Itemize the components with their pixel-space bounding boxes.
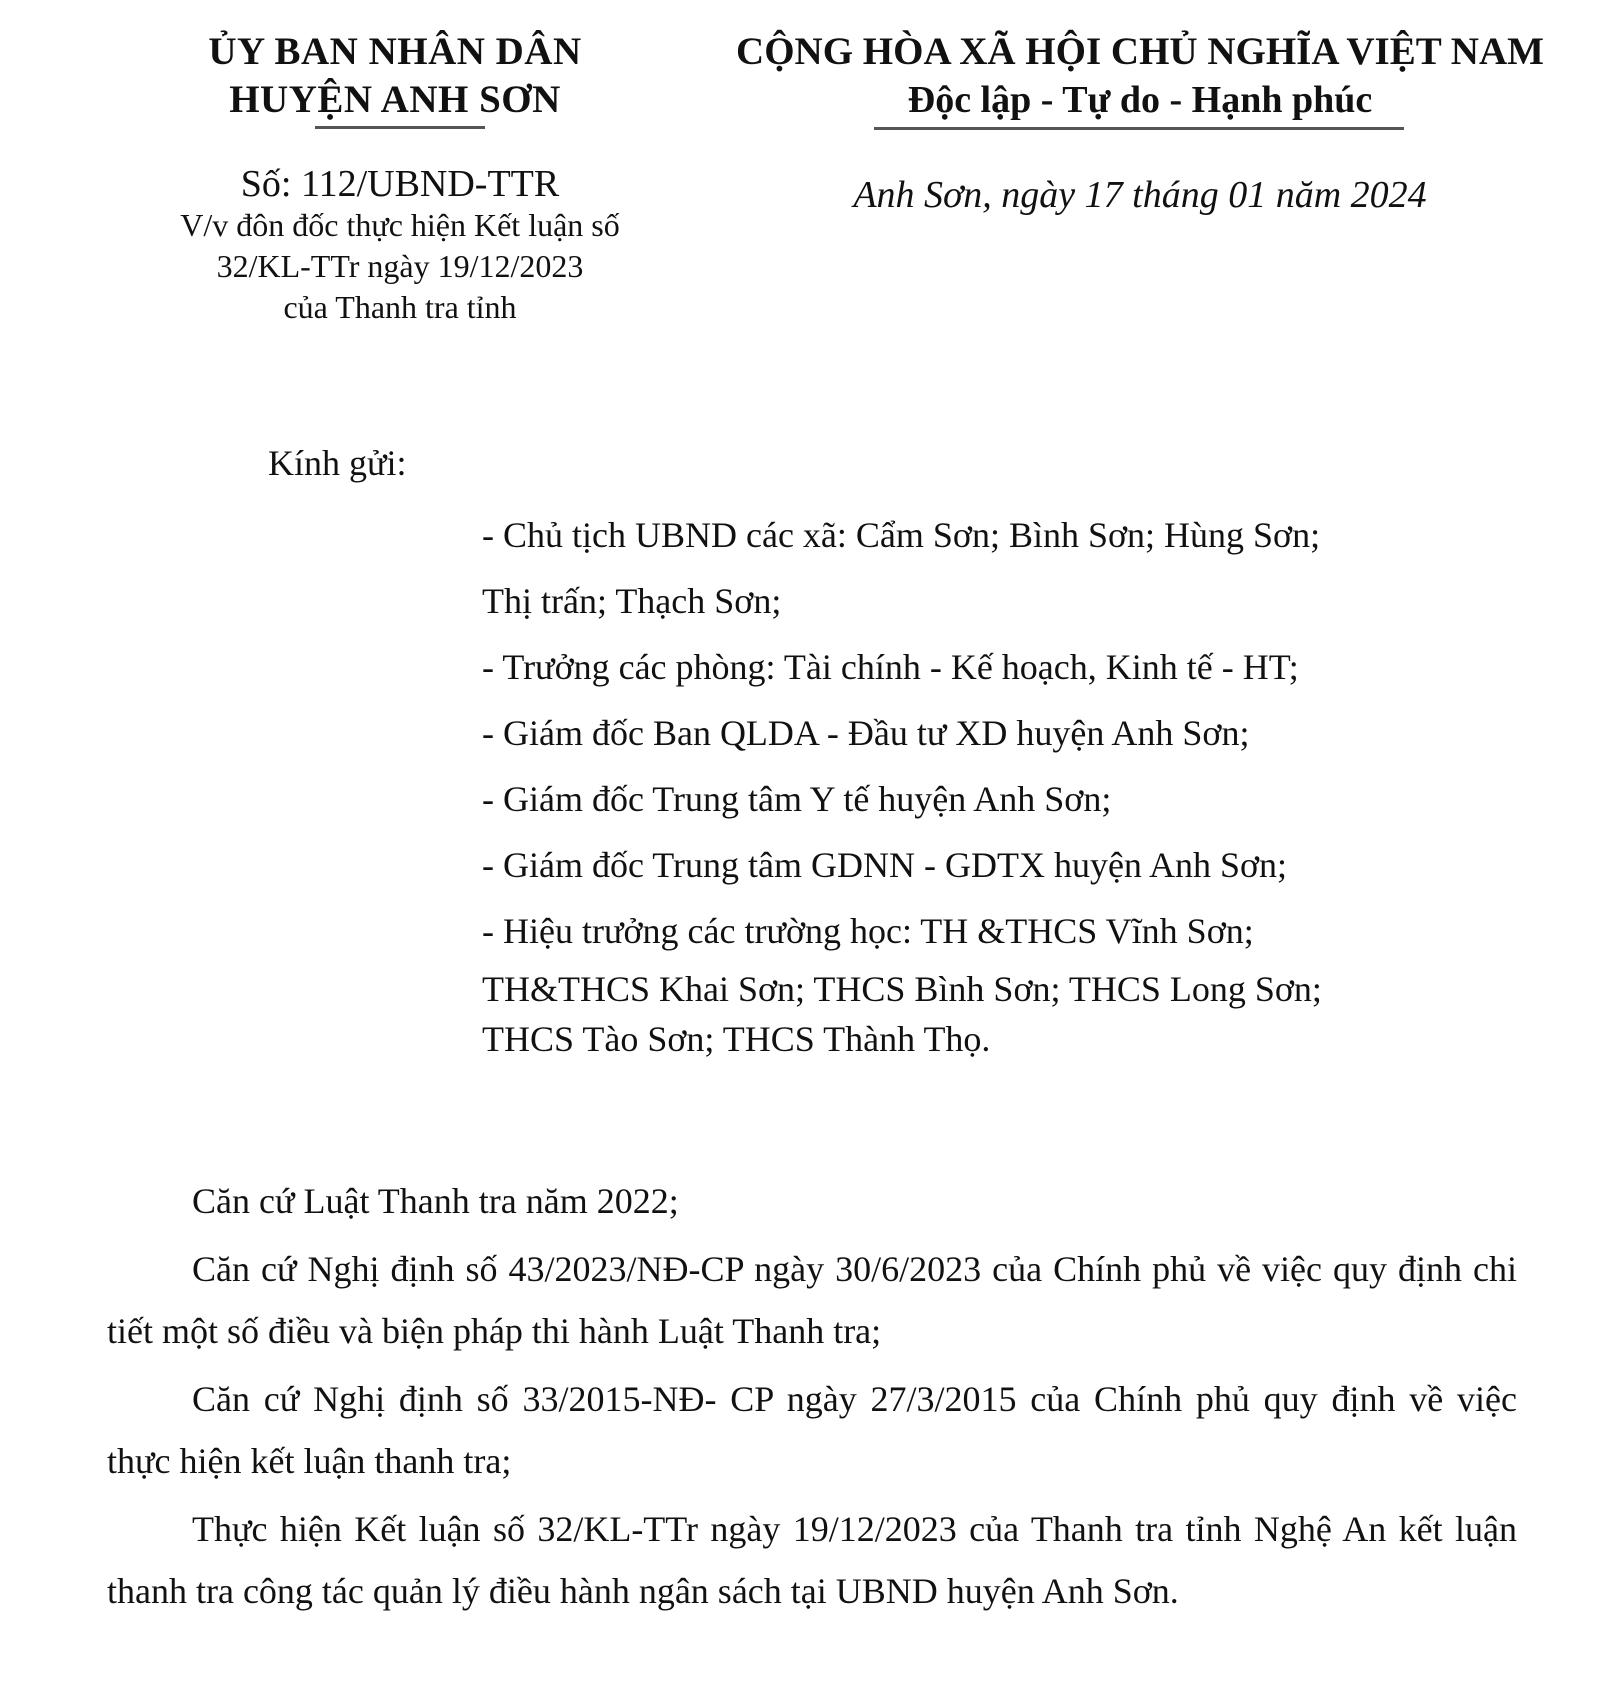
- legal-basis-paragraph: [107, 1368, 1517, 1492]
- recipient-item: - Giám đốc Trung tâm GDNN - GDTX huyện Anh Sơn;: [482, 845, 1288, 885]
- paragraph-text: Căn cứ Luật Thanh tra năm 2022;: [192, 1181, 679, 1221]
- document-number: Số: 112/UBND-TTR: [240, 163, 560, 205]
- recipient-item: - Giám đốc Trung tâm Y tế huyện Anh Sơn;: [482, 779, 1112, 819]
- document-body: [107, 1170, 1517, 1622]
- national-motto: Độc lập - Tự do - Hạnh phúc: [907, 79, 1373, 121]
- country-name: CỘNG HÒA XÃ HỘI CHỦ NGHĨA VIỆT NAM: [736, 30, 1544, 73]
- recipient-item: TH&THCS Khai Sơn; THCS Bình Sơn; THCS Long Sơn;: [482, 969, 1322, 1009]
- paragraph-text: Căn cứ Nghị định số 43/2023/NĐ-CP ngày 30/6/2023 của Chính phủ về việc quy định chi tiết một số điều và biện pháp thi hành Luật Thanh tra;: [107, 1249, 1517, 1351]
- authority-underline: [315, 126, 485, 129]
- paragraph-text: Căn cứ Nghị định số 33/2015-NĐ- CP ngày 27/3/2015 của Chính phủ quy định về việc thực hiện kết luận thanh tra;: [107, 1379, 1517, 1481]
- recipient-item: THCS Tào Sơn; THCS Thành Thọ.: [482, 1019, 991, 1059]
- legal-basis-paragraph: [107, 1238, 1517, 1362]
- place-date: Anh Sơn, ngày 17 tháng 01 năm 2024: [853, 174, 1427, 216]
- national-title: [700, 28, 1580, 124]
- motto-underline: [874, 127, 1404, 130]
- legal-basis-paragraph: [107, 1170, 1517, 1232]
- subject-line: 32/KL-TTr ngày 19/12/2023: [216, 248, 584, 284]
- implementation-paragraph: [107, 1498, 1517, 1622]
- authority-line-2: HUYỆN ANH SƠN: [229, 78, 561, 121]
- greeting: Kính gửi:: [268, 443, 407, 483]
- authority-line-1: ỦY BAN NHÂN DÂN: [208, 30, 582, 73]
- subject-line: của Thanh tra tỉnh: [283, 289, 517, 325]
- issuing-authority: [150, 28, 640, 124]
- recipient-item: - Chủ tịch UBND các xã: Cẩm Sơn; Bình Sơn; Hùng Sơn;: [482, 515, 1321, 555]
- document-number-block: [130, 163, 670, 328]
- subject-line: V/v đôn đốc thực hiện Kết luận số: [180, 207, 620, 243]
- recipient-item: - Trưởng các phòng: Tài chính - Kế hoạch, Kinh tế - HT;: [482, 647, 1299, 687]
- recipient-item: Thị trấn; Thạch Sơn;: [482, 581, 782, 621]
- recipient-item: - Hiệu trưởng các trường học: TH &THCS Vĩnh Sơn;: [482, 911, 1254, 951]
- recipient-item: - Giám đốc Ban QLDA - Đầu tư XD huyện Anh Sơn;: [482, 713, 1250, 753]
- recipient-list: [482, 502, 1542, 1064]
- paragraph-text: Thực hiện Kết luận số 32/KL-TTr ngày 19/12/2023 của Thanh tra tỉnh Nghệ An kết luận thanh tra công tác quản lý điều hành ngân sách tại UBND huyện Anh Sơn.: [107, 1509, 1517, 1611]
